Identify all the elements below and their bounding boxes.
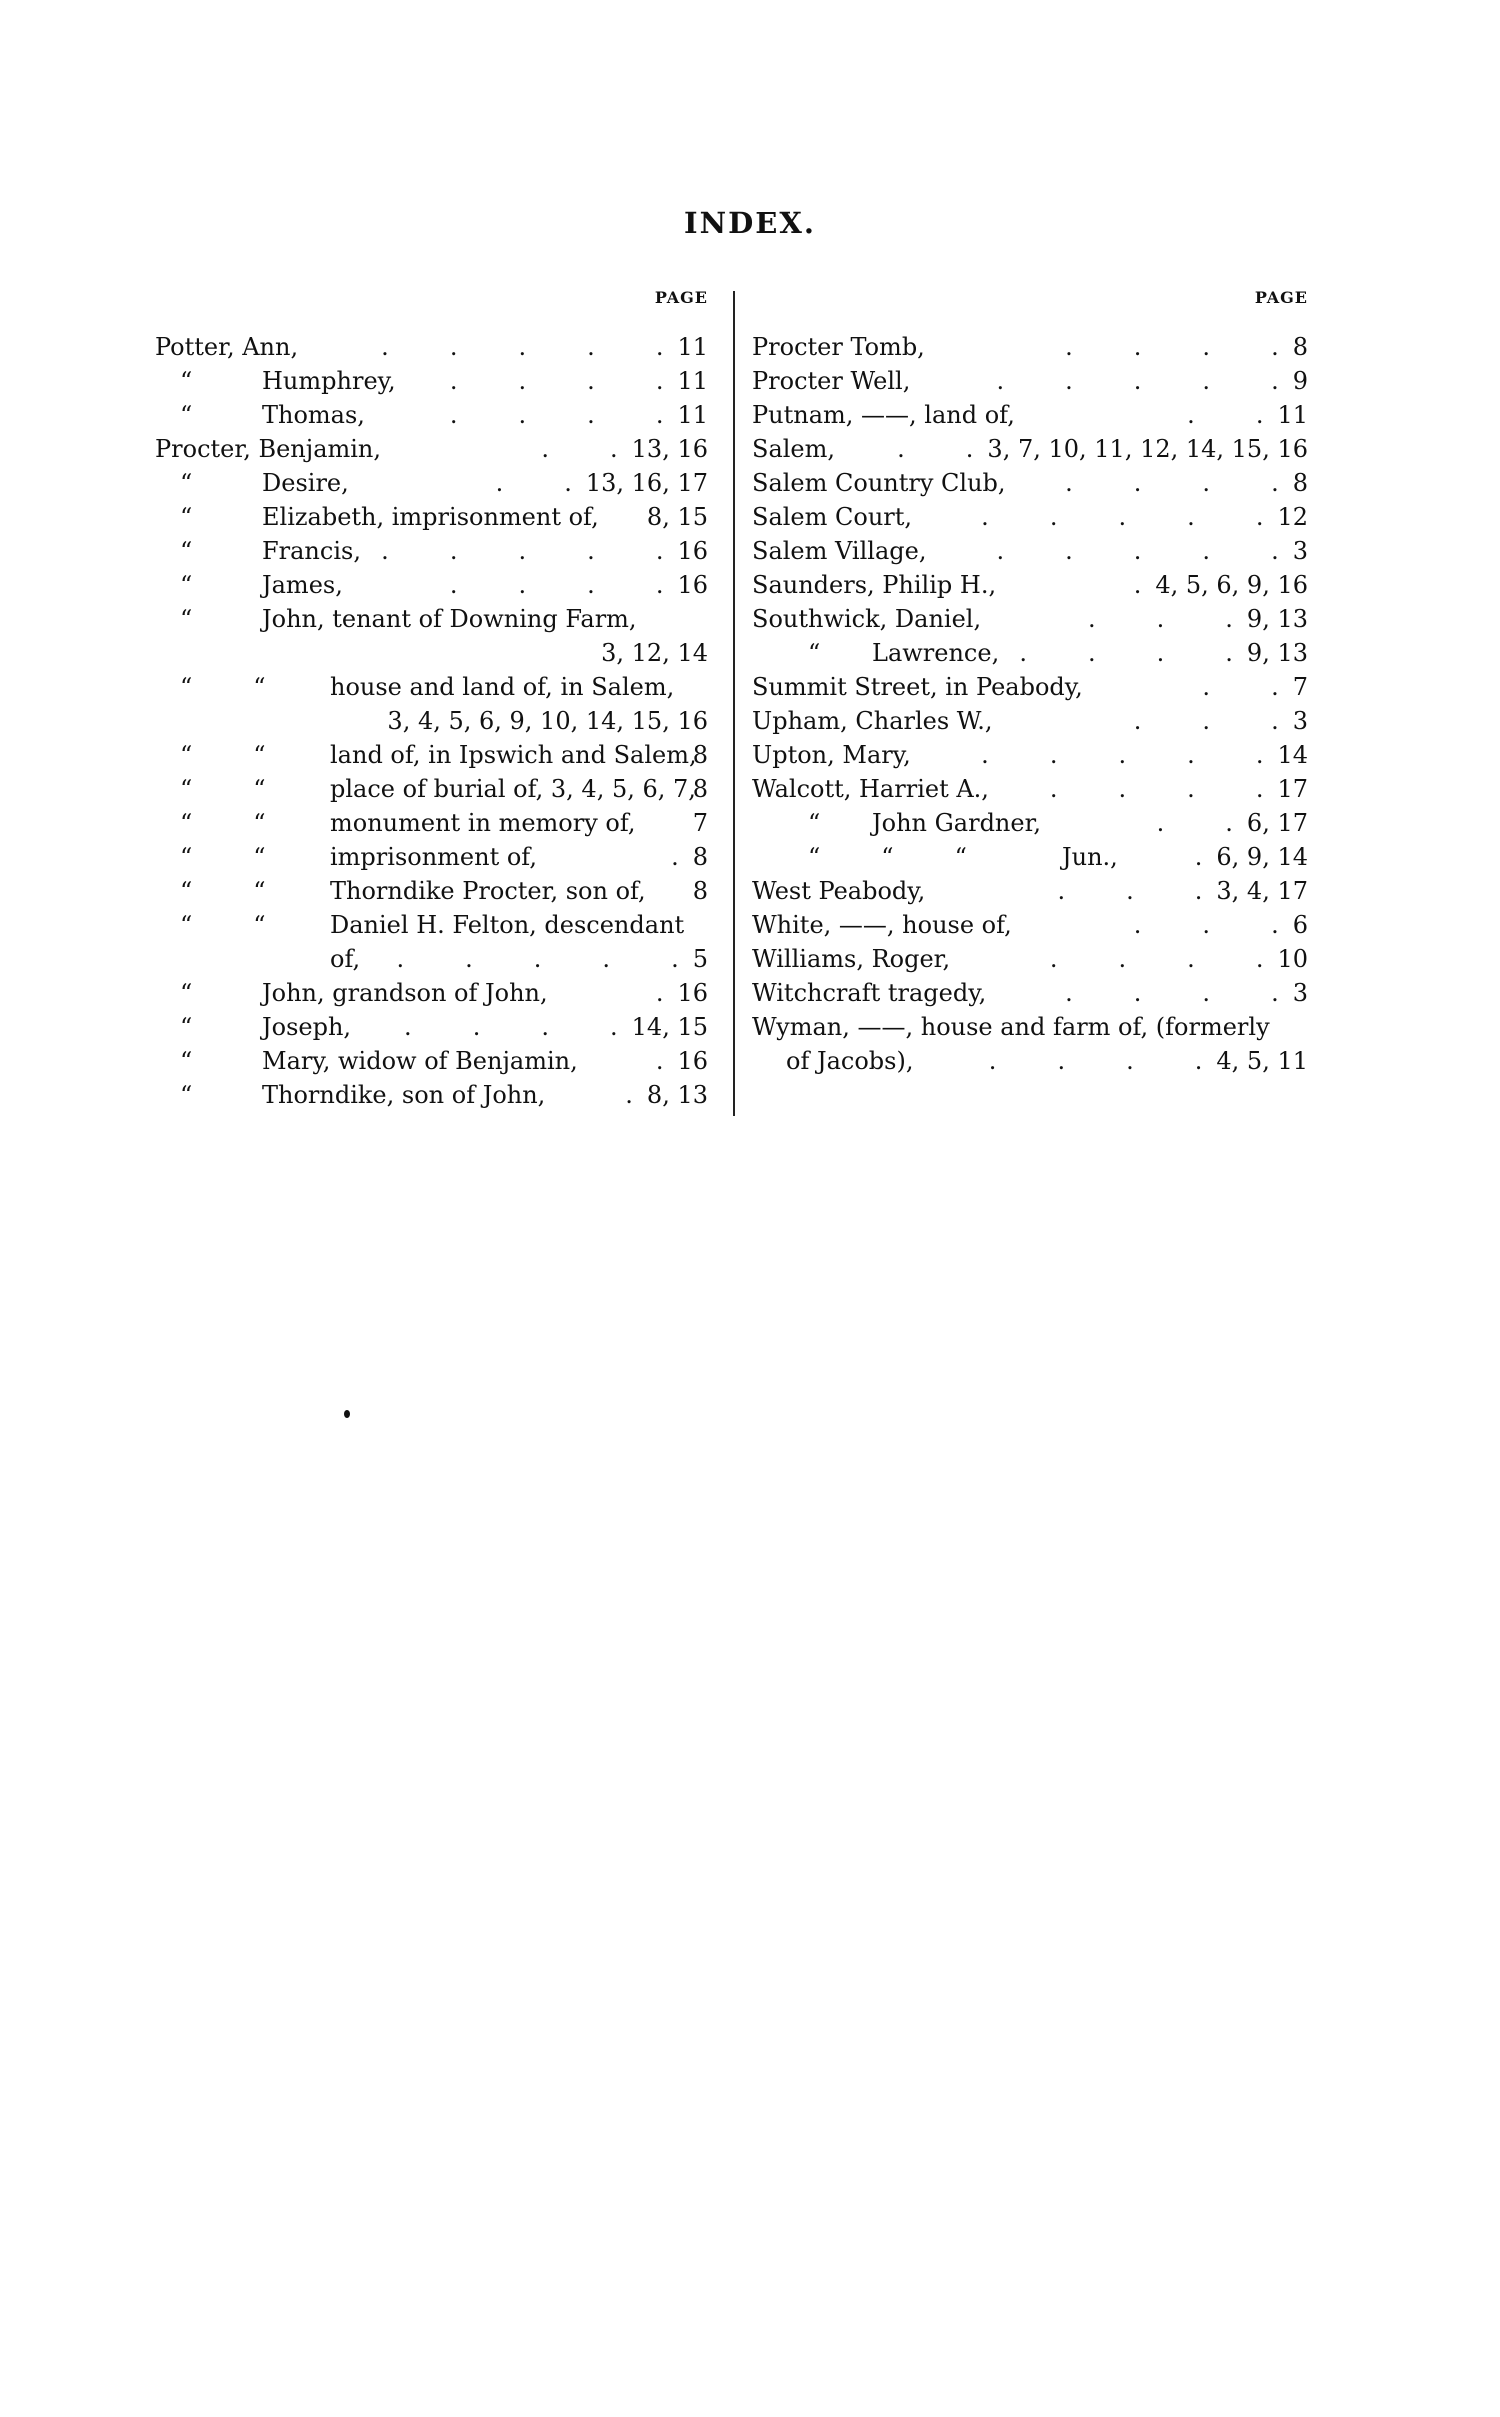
index-entry xyxy=(155,738,708,772)
ditto-mark: “ xyxy=(180,1047,193,1075)
page-numbers: 7 xyxy=(692,809,708,837)
index-column-right xyxy=(752,286,1308,1078)
dot-leader: . . . . xyxy=(1049,775,1264,803)
ditto-mark: “ “ xyxy=(180,877,266,905)
dot-leader: . xyxy=(671,843,679,871)
page-numbers: 12 xyxy=(1277,503,1308,531)
page-numbers: 11 xyxy=(677,367,708,395)
dot-leader: . . . . xyxy=(404,1013,618,1041)
entry-label: monument in memory of, xyxy=(330,809,636,837)
entry-label: Putnam, ——, land of, xyxy=(752,401,1015,429)
ditto-mark: “ xyxy=(180,571,193,599)
index-entry xyxy=(155,398,708,432)
page-numbers: 6 xyxy=(1292,911,1308,939)
page-numbers: 10 xyxy=(1277,945,1308,973)
dot-leader: . xyxy=(1133,571,1142,599)
page-title: INDEX. xyxy=(684,206,816,240)
ditto-mark: “ “ xyxy=(180,741,266,769)
index-entry xyxy=(752,942,1308,976)
entry-label: John, tenant of Downing Farm, xyxy=(262,605,637,633)
index-entry xyxy=(752,1044,1308,1078)
dot-leader: . . xyxy=(1187,401,1264,429)
dot-leader: . . . . . xyxy=(996,367,1279,395)
page-numbers: 3 xyxy=(1292,537,1308,565)
index-entry xyxy=(752,704,1308,738)
page-numbers: 8 xyxy=(692,775,708,803)
entry-label: Williams, Roger, xyxy=(752,945,951,973)
ditto-mark: “ “ xyxy=(180,809,266,837)
ditto-mark: “ “ xyxy=(180,843,266,871)
dot-leader: . . . xyxy=(1087,605,1233,633)
index-entry xyxy=(752,602,1308,636)
dot-leader: . . . . xyxy=(449,367,664,395)
index-entry xyxy=(752,534,1308,568)
entry-label: imprisonment of, xyxy=(330,843,537,871)
index-entry xyxy=(155,806,708,840)
entry-label: Humphrey, xyxy=(262,367,396,395)
page-numbers: 9, 13 xyxy=(1246,639,1308,667)
entry-label: Salem Country Club, xyxy=(752,469,1006,497)
entry-label: Salem Village, xyxy=(752,537,927,565)
index-entry xyxy=(155,1078,708,1112)
ditto-mark: “ “ “ xyxy=(808,843,967,871)
entry-label: Upham, Charles W., xyxy=(752,707,993,735)
page-numbers: 9, 13 xyxy=(1246,605,1308,633)
index-entry xyxy=(155,636,708,670)
entry-label: Procter Well, xyxy=(752,367,911,395)
index-entry xyxy=(752,840,1308,874)
ditto-mark: “ xyxy=(808,639,821,667)
dot-leader: . . xyxy=(1156,809,1233,837)
entry-label: Wyman, ——, house and farm of, (formerly xyxy=(752,1013,1270,1041)
page-numbers: 9 xyxy=(1292,367,1308,395)
index-entry xyxy=(155,670,708,704)
entry-label: Jun., xyxy=(1062,843,1118,871)
page-numbers: 8, 15 xyxy=(646,503,708,531)
dot-leader: . . . . xyxy=(449,401,664,429)
index-entry xyxy=(752,772,1308,806)
entry-label: Salem Court, xyxy=(752,503,913,531)
page-column-header: PAGE xyxy=(1254,288,1308,307)
index-entry xyxy=(155,466,708,500)
page-numbers: 4, 5, 11 xyxy=(1216,1047,1308,1075)
page-numbers: 17 xyxy=(1277,775,1308,803)
entry-label: Southwick, Daniel, xyxy=(752,605,982,633)
ditto-mark: “ xyxy=(180,979,193,1007)
entry-label: Salem, xyxy=(752,435,836,463)
entry-label: John, grandson of John, xyxy=(262,979,548,1007)
dot-leader: . xyxy=(625,1081,633,1109)
entry-label: Thorndike Procter, son of, xyxy=(330,877,646,905)
page-numbers: 14, 15 xyxy=(631,1013,708,1041)
index-entry xyxy=(752,364,1308,398)
page-numbers: 5 xyxy=(692,945,708,973)
page-column-header: PAGE xyxy=(654,288,708,307)
column-divider xyxy=(733,291,735,1116)
ditto-mark: “ “ xyxy=(180,775,266,803)
page-numbers: 3, 7, 10, 11, 12, 14, 15, 16 xyxy=(987,435,1308,463)
entry-label: Procter, Benjamin, xyxy=(155,435,382,463)
entry-label: West Peabody, xyxy=(752,877,926,905)
dot-leader: . . . . . xyxy=(981,503,1264,531)
index-entry xyxy=(752,398,1308,432)
entry-label: Walcott, Harriet A., xyxy=(752,775,989,803)
page-numbers: 3, 4, 5, 6, 9, 10, 14, 15, 16 xyxy=(387,707,708,735)
index-entry xyxy=(752,466,1308,500)
page-numbers: 13, 16 xyxy=(631,435,708,463)
index-entry xyxy=(752,432,1308,466)
entry-label: James, xyxy=(262,571,343,599)
index-entry xyxy=(155,840,708,874)
page-numbers: 3 xyxy=(1292,979,1308,1007)
dot-leader: . . . . . xyxy=(381,537,664,565)
page-numbers: 8 xyxy=(692,843,708,871)
dot-leader: . . . xyxy=(1133,707,1279,735)
ditto-mark: “ “ xyxy=(180,911,266,939)
ditto-mark: “ xyxy=(180,537,193,565)
dot-leader: . . . . xyxy=(1019,639,1233,667)
page-numbers: 3, 4, 17 xyxy=(1216,877,1308,905)
dot-leader: . . xyxy=(1202,673,1279,701)
entry-label: Elizabeth, imprisonment of, xyxy=(262,503,599,531)
page-numbers: 16 xyxy=(677,979,708,1007)
index-entry xyxy=(155,704,708,738)
dot-leader: . . . . xyxy=(1065,333,1279,361)
dot-leader: . . . . xyxy=(1049,945,1264,973)
dot-leader: . . . . . xyxy=(981,741,1264,769)
dot-leader: . . . . . xyxy=(381,333,664,361)
dot-leader: . . . xyxy=(1057,877,1203,905)
ditto-mark: “ xyxy=(180,469,193,497)
dot-leader: . . . . xyxy=(1065,469,1279,497)
index-entry xyxy=(155,432,708,466)
index-entry xyxy=(752,738,1308,772)
dot-leader: . . . xyxy=(1133,911,1279,939)
dot-leader: . . . . xyxy=(988,1047,1203,1075)
page-numbers: 8, 13 xyxy=(646,1081,708,1109)
ink-speck xyxy=(344,1410,350,1418)
page-numbers: 4, 5, 6, 9, 16 xyxy=(1155,571,1308,599)
index-entry xyxy=(752,636,1308,670)
dot-leader: . . . . xyxy=(449,571,664,599)
entry-label: Daniel H. Felton, descendant xyxy=(330,911,685,939)
index-entry xyxy=(155,534,708,568)
entry-label: Joseph, xyxy=(262,1013,352,1041)
index-entry xyxy=(752,1010,1308,1044)
index-entry xyxy=(155,500,708,534)
entry-label: Summit Street, in Peabody, xyxy=(752,673,1083,701)
entry-label: place of burial of, 3, 4, 5, 6, 7, xyxy=(330,775,696,803)
entry-label: house and land of, in Salem, xyxy=(330,673,675,701)
ditto-mark: “ xyxy=(180,1013,193,1041)
dot-leader: . . . . . xyxy=(996,537,1279,565)
page-numbers: 8 xyxy=(692,877,708,905)
entry-label: Potter, Ann, xyxy=(155,333,299,361)
entry-label: of, xyxy=(330,945,361,973)
page-numbers: 8 xyxy=(1292,333,1308,361)
dot-leader: . . xyxy=(495,469,572,497)
index-entry xyxy=(155,364,708,398)
index-entry xyxy=(155,942,708,976)
entry-label: White, ——, house of, xyxy=(752,911,1012,939)
entry-label: Witchcraft tragedy, xyxy=(752,979,987,1007)
index-entry xyxy=(155,874,708,908)
index-entry xyxy=(752,806,1308,840)
ditto-mark: “ “ xyxy=(180,673,266,701)
page-numbers: 14 xyxy=(1277,741,1308,769)
index-entry xyxy=(155,568,708,602)
entry-label: John Gardner, xyxy=(872,809,1042,837)
ditto-mark: “ xyxy=(180,401,193,429)
index-entry xyxy=(752,568,1308,602)
index-entry-list xyxy=(752,330,1308,1078)
entry-label: of Jacobs), xyxy=(786,1047,914,1075)
index-entry xyxy=(752,874,1308,908)
index-entry xyxy=(155,1044,708,1078)
page-numbers: 8 xyxy=(1292,469,1308,497)
dot-leader: . xyxy=(655,979,664,1007)
entry-label: Procter Tomb, xyxy=(752,333,925,361)
index-entry xyxy=(752,976,1308,1010)
page-numbers: 3 xyxy=(1292,707,1308,735)
ditto-mark: “ xyxy=(180,367,193,395)
entry-label: land of, in Ipswich and Salem, xyxy=(330,741,697,769)
ditto-mark: “ xyxy=(180,503,193,531)
page-numbers: 6, 9, 14 xyxy=(1216,843,1308,871)
dot-leader: . . xyxy=(897,435,974,463)
entry-label: Thomas, xyxy=(262,401,365,429)
index-entry xyxy=(752,500,1308,534)
index-entry-list xyxy=(155,330,708,1112)
index-entry xyxy=(155,976,708,1010)
page-numbers: 7 xyxy=(1292,673,1308,701)
index-entry xyxy=(155,1010,708,1044)
entry-label: Mary, widow of Benjamin, xyxy=(262,1047,578,1075)
ditto-mark: “ xyxy=(808,809,821,837)
page-numbers: 11 xyxy=(677,333,708,361)
entry-label: Desire, xyxy=(262,469,349,497)
ditto-mark: “ xyxy=(180,605,193,633)
dot-leader: . . . . xyxy=(1065,979,1279,1007)
page-numbers: 8 xyxy=(692,741,708,769)
page-numbers: 3, 12, 14 xyxy=(601,639,708,667)
index-entry xyxy=(155,602,708,636)
index-column-left xyxy=(155,286,708,1112)
dot-leader: . . xyxy=(541,435,618,463)
dot-leader: . . . . . xyxy=(396,945,679,973)
index-entry xyxy=(752,330,1308,364)
entry-label: Francis, xyxy=(262,537,361,565)
index-entry xyxy=(155,330,708,364)
index-entry xyxy=(155,772,708,806)
index-entry xyxy=(155,908,708,942)
page-numbers: 16 xyxy=(677,571,708,599)
dot-leader: . xyxy=(1194,843,1203,871)
page-numbers: 6, 17 xyxy=(1246,809,1308,837)
page-numbers: 11 xyxy=(1277,401,1308,429)
dot-leader: . xyxy=(655,1047,664,1075)
page-numbers: 11 xyxy=(677,401,708,429)
page-numbers: 16 xyxy=(677,1047,708,1075)
page-numbers: 16 xyxy=(677,537,708,565)
index-entry xyxy=(752,670,1308,704)
entry-label: Upton, Mary, xyxy=(752,741,911,769)
index-entry xyxy=(752,908,1308,942)
page-numbers: 13, 16, 17 xyxy=(585,469,708,497)
entry-label: Thorndike, son of John, xyxy=(262,1081,546,1109)
entry-label: Saunders, Philip H., xyxy=(752,571,997,599)
entry-label: Lawrence, xyxy=(872,639,1000,667)
ditto-mark: “ xyxy=(180,1081,193,1109)
